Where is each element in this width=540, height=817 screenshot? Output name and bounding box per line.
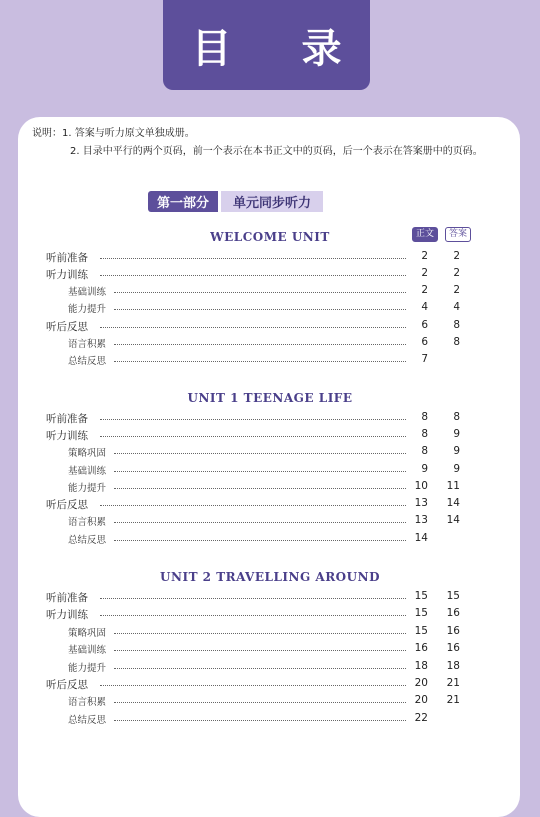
text-page: 16 bbox=[414, 642, 428, 654]
answer-page: 14 bbox=[446, 514, 460, 526]
toc-entry[interactable] bbox=[0, 353, 540, 369]
entry-label: 语言积累 bbox=[68, 339, 107, 350]
answer-page: 2 bbox=[453, 284, 460, 296]
text-page: 18 bbox=[414, 660, 428, 672]
leader-dots bbox=[100, 436, 406, 437]
unit-title: WELCOME UNIT bbox=[210, 230, 330, 244]
text-page: 15 bbox=[414, 625, 428, 637]
answer-page: 16 bbox=[446, 642, 460, 654]
leader-dots bbox=[100, 615, 406, 616]
text-page: 8 bbox=[421, 411, 428, 423]
toc-entry[interactable] bbox=[0, 497, 540, 513]
text-page: 4 bbox=[421, 301, 428, 313]
entry-label: 能力提升 bbox=[68, 304, 107, 315]
unit-title: UNIT 2 TRAVELLING AROUND bbox=[160, 570, 380, 584]
toc-entry[interactable] bbox=[0, 445, 540, 461]
text-page: 13 bbox=[414, 514, 428, 526]
leader-dots bbox=[114, 702, 406, 703]
toc-entry[interactable] bbox=[0, 463, 540, 479]
toc-entry[interactable] bbox=[0, 532, 540, 548]
leader-dots bbox=[114, 488, 406, 489]
title-banner bbox=[163, 0, 370, 90]
text-page: 8 bbox=[421, 445, 428, 457]
toc-entry[interactable] bbox=[0, 625, 540, 641]
leader-dots bbox=[114, 633, 406, 634]
leader-dots bbox=[100, 505, 406, 506]
entry-label: 能力提升 bbox=[68, 483, 107, 494]
text-page: 6 bbox=[421, 319, 428, 331]
leader-dots bbox=[114, 344, 406, 345]
text-page: 20 bbox=[414, 677, 428, 689]
text-page: 15 bbox=[414, 590, 428, 602]
leader-dots bbox=[114, 361, 406, 362]
part-label: 第一部分 bbox=[148, 191, 218, 212]
entry-label: 语言积累 bbox=[68, 517, 107, 528]
leader-dots bbox=[100, 258, 406, 259]
leader-dots bbox=[114, 453, 406, 454]
entry-label: 听前准备 bbox=[46, 252, 88, 264]
entry-label: 听力训练 bbox=[46, 269, 88, 281]
note-line-2: 2. 目录中平行的两个页码，前一个表示在本书正文中的页码，后一个表示在答案册中的页码。 bbox=[70, 146, 483, 157]
toc-entry[interactable] bbox=[0, 712, 540, 728]
entry-label: 语言积累 bbox=[68, 697, 107, 708]
leader-dots bbox=[100, 327, 406, 328]
entry-label: 总结反思 bbox=[68, 535, 107, 546]
leader-dots bbox=[114, 309, 406, 310]
toc-entry[interactable] bbox=[0, 411, 540, 427]
entry-label: 策略巩固 bbox=[68, 448, 107, 459]
column-badge-answers: 答案 bbox=[445, 227, 471, 242]
entry-label: 基础训练 bbox=[68, 645, 107, 656]
leader-dots bbox=[100, 598, 406, 599]
text-page: 13 bbox=[414, 497, 428, 509]
answer-page: 21 bbox=[446, 694, 460, 706]
note-line-1: 说明：1. 答案与听力原文单独成册。 bbox=[32, 128, 195, 139]
answer-page: 8 bbox=[453, 411, 460, 423]
toc-entry[interactable] bbox=[0, 284, 540, 300]
leader-dots bbox=[114, 720, 406, 721]
toc-entry[interactable] bbox=[0, 250, 540, 266]
text-page: 10 bbox=[414, 480, 428, 492]
leader-dots bbox=[114, 540, 406, 541]
entry-label: 总结反思 bbox=[68, 715, 107, 726]
answer-page: 15 bbox=[446, 590, 460, 602]
toc-entry[interactable] bbox=[0, 428, 540, 444]
answer-page: 9 bbox=[453, 428, 460, 440]
entry-label: 听前准备 bbox=[46, 592, 88, 604]
text-page: 15 bbox=[414, 607, 428, 619]
entry-label: 能力提升 bbox=[68, 663, 107, 674]
toc-entry[interactable] bbox=[0, 514, 540, 530]
entry-label: 听力训练 bbox=[46, 430, 88, 442]
answer-page: 16 bbox=[446, 625, 460, 637]
notes bbox=[32, 125, 483, 161]
text-page: 2 bbox=[421, 250, 428, 262]
part-name: 单元同步听力 bbox=[221, 191, 323, 212]
entry-label: 基础训练 bbox=[68, 466, 107, 477]
toc-entry[interactable] bbox=[0, 267, 540, 283]
text-page: 20 bbox=[414, 694, 428, 706]
entry-label: 总结反思 bbox=[68, 356, 107, 367]
answer-page: 2 bbox=[453, 250, 460, 262]
entry-label: 听力训练 bbox=[46, 609, 88, 621]
toc-entry[interactable] bbox=[0, 694, 540, 710]
entry-label: 听后反思 bbox=[46, 321, 88, 333]
answer-page: 21 bbox=[446, 677, 460, 689]
answer-page: 9 bbox=[453, 463, 460, 475]
text-page: 9 bbox=[421, 463, 428, 475]
answer-page: 8 bbox=[453, 336, 460, 348]
text-page: 2 bbox=[421, 284, 428, 296]
text-page: 8 bbox=[421, 428, 428, 440]
toc-entry[interactable] bbox=[0, 607, 540, 623]
answer-page: 2 bbox=[453, 267, 460, 279]
answer-page: 4 bbox=[453, 301, 460, 313]
entry-label: 策略巩固 bbox=[68, 628, 107, 639]
answer-page: 16 bbox=[446, 607, 460, 619]
toc-entry[interactable] bbox=[0, 677, 540, 693]
toc-entry[interactable] bbox=[0, 590, 540, 606]
page-title: 目 录 bbox=[191, 24, 370, 72]
toc-entry[interactable] bbox=[0, 319, 540, 335]
toc-entry[interactable] bbox=[0, 660, 540, 676]
text-page: 2 bbox=[421, 267, 428, 279]
part-header bbox=[148, 191, 323, 212]
unit-title: UNIT 1 TEENAGE LIFE bbox=[187, 391, 353, 405]
leader-dots bbox=[100, 685, 406, 686]
leader-dots bbox=[100, 419, 406, 420]
toc-entry[interactable] bbox=[0, 301, 540, 317]
toc-entry[interactable] bbox=[0, 642, 540, 658]
leader-dots bbox=[114, 292, 406, 293]
answer-page: 11 bbox=[446, 480, 460, 492]
answer-page: 8 bbox=[453, 319, 460, 331]
answer-page: 14 bbox=[446, 497, 460, 509]
toc-entry[interactable] bbox=[0, 336, 540, 352]
entry-label: 听后反思 bbox=[46, 679, 88, 691]
text-page: 7 bbox=[421, 353, 428, 365]
answer-page: 9 bbox=[453, 445, 460, 457]
toc-entry[interactable] bbox=[0, 480, 540, 496]
column-badge-text: 正文 bbox=[412, 227, 438, 242]
leader-dots bbox=[114, 471, 406, 472]
leader-dots bbox=[114, 668, 406, 669]
leader-dots bbox=[100, 275, 406, 276]
leader-dots bbox=[114, 650, 406, 651]
text-page: 14 bbox=[414, 532, 428, 544]
text-page: 6 bbox=[421, 336, 428, 348]
entry-label: 听前准备 bbox=[46, 413, 88, 425]
entry-label: 基础训练 bbox=[68, 287, 107, 298]
leader-dots bbox=[114, 522, 406, 523]
text-page: 22 bbox=[414, 712, 428, 724]
entry-label: 听后反思 bbox=[46, 499, 88, 511]
answer-page: 18 bbox=[446, 660, 460, 672]
